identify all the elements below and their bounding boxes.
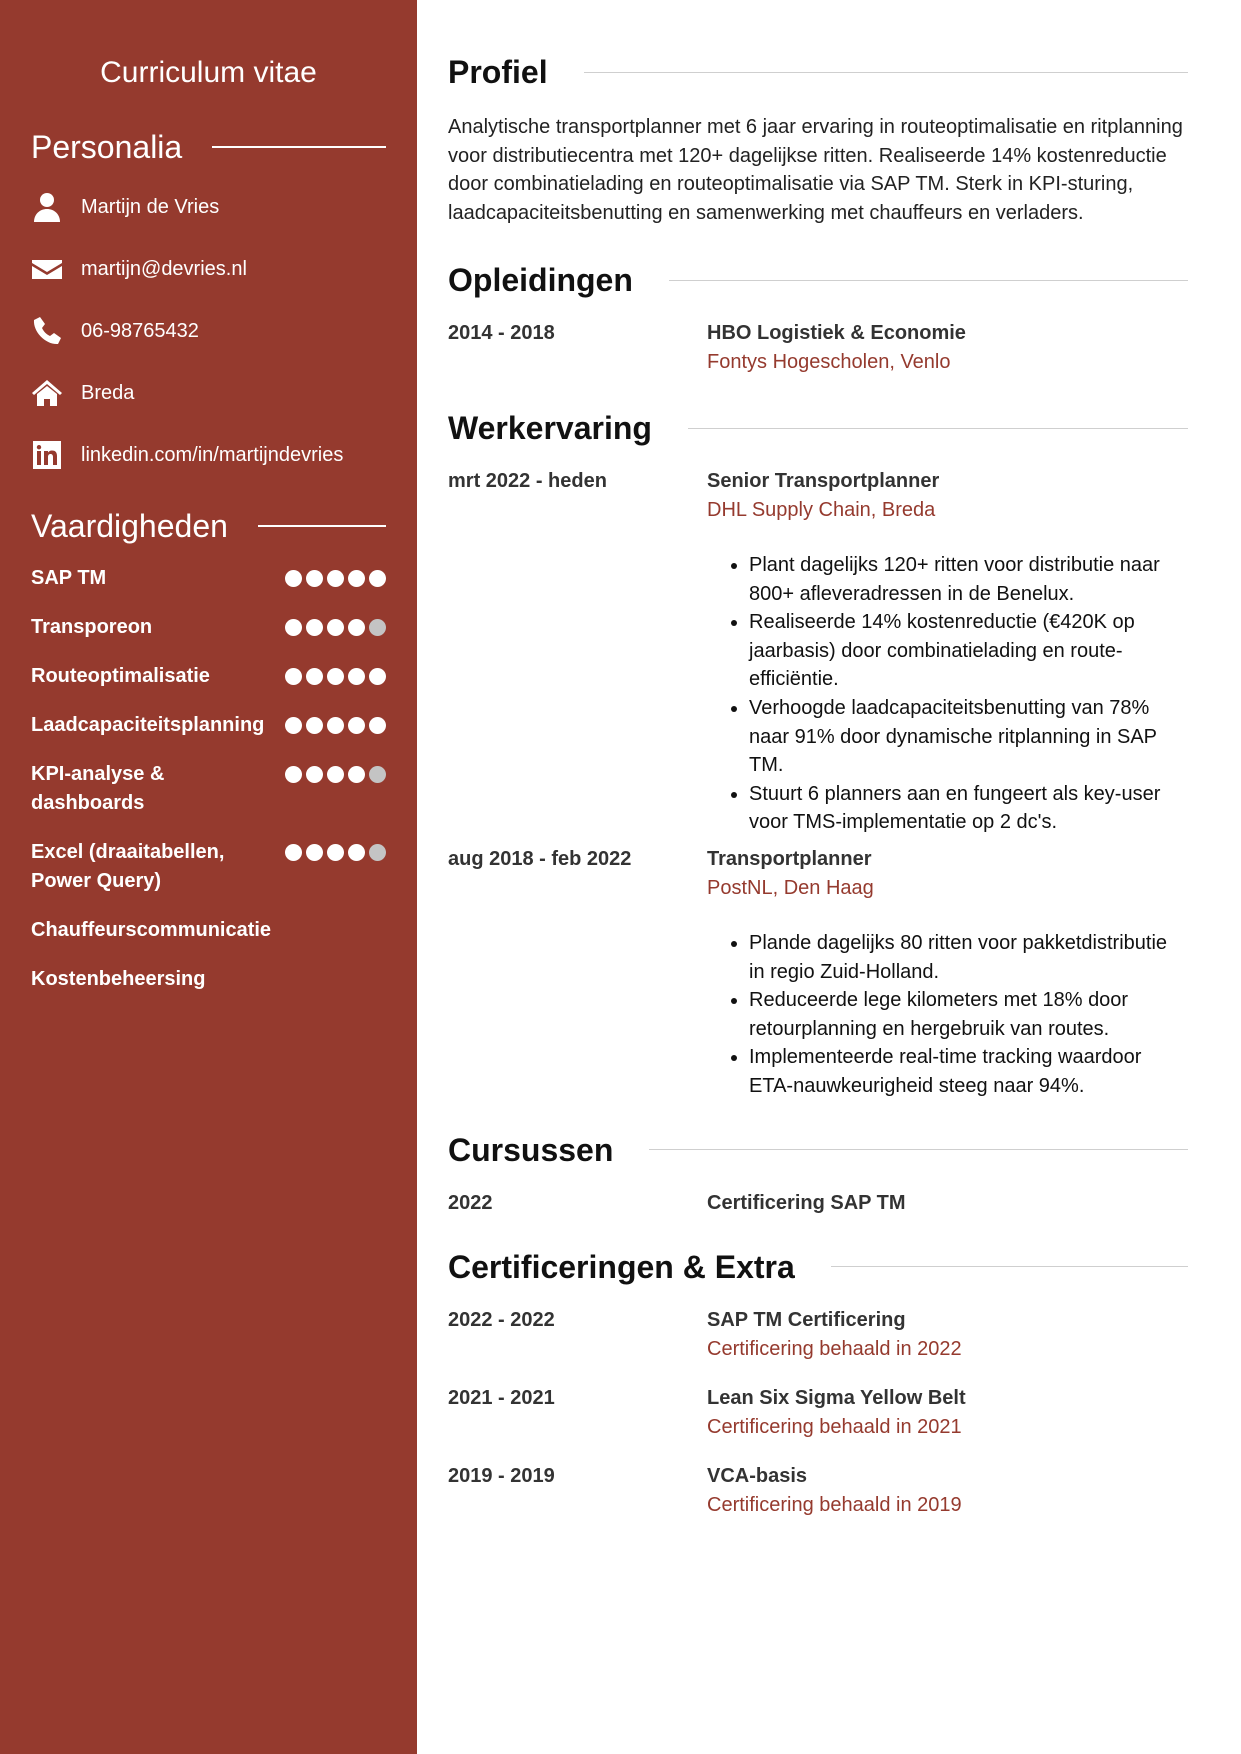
phone-icon	[31, 315, 63, 347]
rating-dot-filled	[306, 570, 323, 587]
education-entry	[448, 319, 1188, 377]
skill-name: KPI-analyse & dashboards	[31, 763, 165, 814]
entry-title: VCA-basis	[707, 1464, 808, 1487]
section-divider	[688, 428, 1188, 429]
skill-name: Excel (draaitabellen, Power Query)	[31, 841, 225, 892]
rating-dot-filled	[285, 668, 302, 685]
rating-dot-filled	[306, 619, 323, 636]
skill-row	[31, 916, 386, 945]
rating-dot-filled	[348, 668, 365, 685]
entry-description: Certificering behaald in 2022	[707, 1337, 962, 1360]
entry-description: Certificering behaald in 2021	[707, 1415, 962, 1438]
entry-date: 2021 - 2021	[448, 1386, 555, 1409]
skill-rating	[285, 760, 386, 783]
experience-entry	[448, 467, 1188, 837]
skill-row	[31, 760, 386, 818]
entry-description: Certificering behaald in 2019	[707, 1493, 962, 1516]
skill-name: Routeoptimalisatie	[31, 665, 210, 687]
section-divider	[584, 72, 1188, 73]
rating-dot-filled	[306, 766, 323, 783]
skill-name: SAP TM	[31, 567, 107, 589]
rating-dot-filled	[285, 844, 302, 861]
certification-entry	[448, 1384, 1188, 1442]
skills-list	[31, 564, 386, 994]
skill-rating	[285, 662, 386, 685]
achievement-item: • Reduceerde lege kilometers met 18% door retourplanning en hergebruik van routes.	[749, 986, 1188, 1043]
skill-name: Kostenbeheersing	[31, 968, 206, 990]
rating-dot-filled	[348, 717, 365, 734]
entry-date: 2019 - 2019	[448, 1464, 555, 1487]
courses-section	[448, 1131, 1188, 1218]
skill-row	[31, 711, 386, 740]
rating-dot-filled	[285, 570, 302, 587]
entry-title: Certificering SAP TM	[707, 1191, 906, 1214]
skill-name: Chauffeurscommunicatie	[31, 919, 272, 941]
courses-heading: Cursussen	[448, 1131, 614, 1168]
envelope-icon	[31, 253, 63, 285]
section-divider	[649, 1149, 1188, 1150]
experience-entry	[448, 845, 1188, 1101]
main-content	[448, 0, 1188, 1520]
achievement-item: • Realiseerde 14% kostenreductie (€420K op jaarbasis) door combinatielading en route-efficiëntie.	[749, 608, 1188, 694]
contact-phone-text[interactable]: 06-98765432	[81, 319, 199, 342]
section-divider	[669, 280, 1188, 281]
rating-dot-filled	[327, 844, 344, 861]
contact-name	[31, 176, 386, 238]
rating-dot-filled	[327, 619, 344, 636]
rating-dot-filled	[285, 766, 302, 783]
profile-heading: Profiel	[448, 54, 548, 90]
section-divider	[831, 1266, 1188, 1267]
document-title: Curriculum vitae	[100, 56, 317, 89]
skill-row	[31, 965, 386, 994]
entry-title: Lean Six Sigma Yellow Belt	[707, 1386, 966, 1409]
contact-linkedin-text[interactable]: linkedin.com/in/martijndevries	[81, 443, 344, 466]
rating-dot-filled	[369, 570, 386, 587]
rating-dot-filled	[348, 766, 365, 783]
profile-section	[448, 53, 1188, 227]
achievement-list	[707, 551, 1188, 837]
skill-rating	[285, 711, 386, 734]
rating-dot-empty	[369, 619, 386, 636]
contact-list	[31, 176, 386, 486]
rating-dot-filled	[327, 717, 344, 734]
education-header	[448, 261, 1188, 299]
certifications-heading: Certificeringen & Extra	[448, 1248, 795, 1285]
contact-linkedin[interactable]	[31, 424, 386, 486]
certifications-header	[448, 1248, 1188, 1286]
skill-rating	[285, 838, 386, 861]
section-divider	[258, 525, 386, 527]
experience-heading: Werkervaring	[448, 410, 652, 446]
skill-row	[31, 838, 386, 896]
skill-row	[31, 564, 386, 593]
contact-email[interactable]	[31, 238, 386, 300]
personalia-heading: Personalia	[31, 129, 183, 165]
rating-dot-filled	[306, 844, 323, 861]
skill-rating	[285, 564, 386, 587]
entry-body	[707, 1189, 1188, 1218]
certifications-section	[448, 1248, 1188, 1520]
skill-row	[31, 613, 386, 642]
rating-dot-filled	[285, 717, 302, 734]
rating-dot-filled	[348, 570, 365, 587]
skill-name: Transporeon	[31, 616, 153, 638]
entry-body	[707, 319, 1188, 377]
rating-dot-filled	[327, 570, 344, 587]
contact-phone[interactable]	[31, 300, 386, 362]
profile-header	[448, 53, 1188, 91]
linkedin-icon	[31, 439, 63, 471]
achievement-list	[707, 929, 1188, 1101]
contact-location	[31, 362, 386, 424]
achievement-item: • Verhoogde laadcapaciteitsbenutting van 78% naar 91% door dynamische ritplanning in SAP TM.	[749, 694, 1188, 780]
entry-employer: DHL Supply Chain, Breda	[707, 499, 936, 521]
skill-rating	[285, 613, 386, 636]
course-entry	[448, 1189, 1188, 1218]
sidebar	[0, 0, 417, 1754]
rating-dot-filled	[327, 766, 344, 783]
courses-header	[448, 1131, 1188, 1169]
rating-dot-filled	[348, 619, 365, 636]
entry-body	[707, 1306, 1188, 1364]
entry-title: Senior Transportplanner	[707, 470, 940, 492]
entry-institution: Fontys Hogescholen, Venlo	[707, 351, 951, 373]
profile-text: Analytische transportplanner met 6 jaar ervaring in routeoptimalisatie en ritplanning voor distributiecentra met 120+ dagelijkse ritten. Realiseerde 14% kostenreductie door combinatielading en routeoptimalisatie via SAP TM. Sterk in KPI-sturing, laadcapaciteitsbenutting en samenwerking met chauffeurs en verladers.	[448, 116, 1183, 224]
rating-dot-filled	[285, 619, 302, 636]
entry-title: HBO Logistiek & Economie	[707, 322, 966, 344]
entry-title: SAP TM Certificering	[707, 1308, 906, 1331]
certification-entry	[448, 1462, 1188, 1520]
personalia-header	[31, 129, 386, 165]
experience-section	[448, 409, 1188, 1101]
contact-location-text: Breda	[81, 381, 135, 404]
entry-body	[707, 1384, 1188, 1442]
entry-date: aug 2018 - feb 2022	[448, 847, 632, 870]
achievement-item: • Plant dagelijks 120+ ritten voor distributie naar 800+ afleveradressen in de Benelux.	[749, 551, 1188, 608]
user-icon	[31, 191, 63, 223]
achievement-item: • Plande dagelijks 80 ritten voor pakketdistributie in regio Zuid-Holland.	[749, 929, 1188, 986]
achievement-item: • Stuurt 6 planners aan en fungeert als key-user voor TMS-implementatie op 2 dc's.	[749, 780, 1188, 837]
achievement-item: • Implementeerde real-time tracking waardoor ETA-nauwkeurigheid steeg naar 94%.	[749, 1043, 1188, 1100]
rating-dot-empty	[369, 844, 386, 861]
entry-date: 2014 - 2018	[448, 322, 555, 344]
rating-dot-filled	[306, 668, 323, 685]
entry-date: 2022	[448, 1191, 493, 1214]
education-section	[448, 261, 1188, 377]
rating-dot-filled	[369, 668, 386, 685]
rating-dot-empty	[369, 766, 386, 783]
rating-dot-filled	[327, 668, 344, 685]
contact-email-text[interactable]: martijn@devries.nl	[81, 257, 247, 280]
entry-body	[707, 467, 1188, 837]
skills-heading: Vaardigheden	[31, 508, 228, 544]
home-icon	[31, 377, 63, 409]
rating-dot-filled	[369, 717, 386, 734]
experience-header	[448, 409, 1188, 447]
entry-body	[707, 845, 1188, 1101]
entry-title: Transportplanner	[707, 847, 872, 870]
entry-date: mrt 2022 - heden	[448, 470, 607, 492]
entry-employer: PostNL, Den Haag	[707, 876, 874, 899]
entry-date: 2022 - 2022	[448, 1308, 555, 1331]
certification-entry	[448, 1306, 1188, 1364]
rating-dot-filled	[306, 717, 323, 734]
entry-body	[707, 1462, 1188, 1520]
skill-name: Laadcapaciteitsplanning	[31, 714, 265, 736]
skills-header	[31, 508, 386, 544]
contact-name-text: Martijn de Vries	[81, 195, 220, 218]
skill-row	[31, 662, 386, 691]
education-heading: Opleidingen	[448, 262, 633, 298]
rating-dot-filled	[348, 844, 365, 861]
section-divider	[212, 146, 386, 148]
